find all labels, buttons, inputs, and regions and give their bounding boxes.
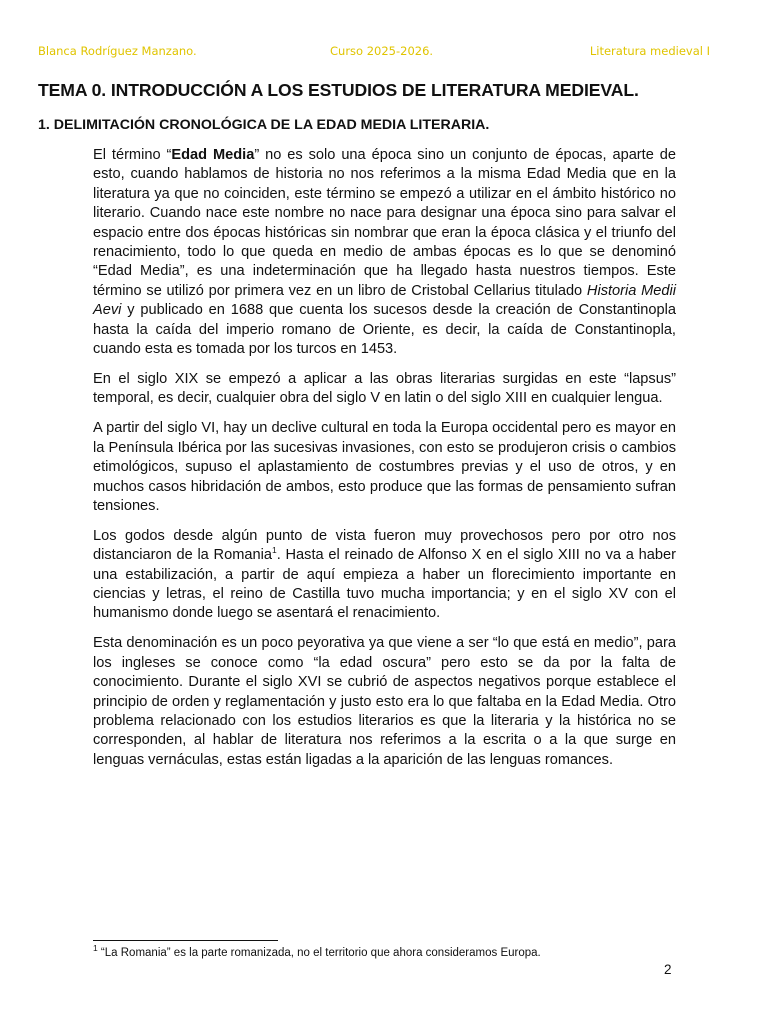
paragraph-4	[93, 527, 676, 624]
p4-text-a: Los godos desde algún punto de vista fueron muy provechosos pero por otro nos distanciaron de la Romania	[93, 527, 676, 564]
document-title: TEMA 0. INTRODUCCIÓN A LOS ESTUDIOS DE LITERATURA MEDIEVAL.	[38, 80, 639, 100]
p1-bold-term: Edad Media	[171, 147, 255, 163]
page-number: 2	[664, 962, 672, 977]
section-heading: 1. DELIMITACIÓN CRONOLÓGICA DE LA EDAD MEDIA LITERARIA.	[38, 117, 490, 133]
footnote-text: “La Romania” es la parte romanizada, no el territorio que ahora consideramos Europa.	[97, 947, 541, 959]
paragraph-1	[93, 146, 676, 359]
p1-text-b: ” no es solo una época sino un conjunto de épocas, aparte de esto, cuando hablamos de historia no nos referimos a la misma Edad Media que en la literatura ya que no coinciden, este término se empezó a utilizar en el ámbito histórico no literario. Cuando nace este nombre no nace para designar una época sino para salvar el espacio entre dos épocas históricas sin nombrar que eran la época clásica y el triunfo del renacimiento, todo lo que queda en medio de ambas épocas es lo que se denominó “Edad Media”, es una indeterminación que ha llegado hasta nuestros tiempos. Este término se utilizó por primera vez en un libro de Cristobal Cellarius titulado	[93, 147, 676, 299]
footnote-separator	[93, 940, 278, 941]
body-text	[93, 146, 676, 781]
footnote-reference: 1	[271, 545, 277, 556]
p1-text-a: El término “	[93, 147, 172, 163]
header-course: Curso 2025-2026.	[330, 44, 434, 58]
header-author: Blanca Rodríguez Manzano.	[38, 44, 197, 58]
paragraph-5: Esta denominación es un poco peyorativa ya que viene a ser “lo que está en medio”, para los ingleses se conoce como “la edad oscura” pero esto se da por la falta de conocimiento. Durante el siglo XVI se cubrió de aspectos negativos porque establece el principio de orden y reglamentación y justo esto era lo que faltaba en la Edad Media. Otro problema relacionado con los estudios literarios es que la literaria y la histórica no se corresponden, al hablar de literatura nos referimos a la escrita o a la que surge en lenguas vernáculas, estas están ligadas a la aparición de las lenguas romances.	[93, 635, 676, 768]
header-subject: Literatura medieval I	[589, 44, 710, 58]
footnote-marker: 1	[93, 943, 98, 954]
p4-text-b: . Hasta el reinado de Alfonso X en el siglo XIII no va a haber una estabilización, a partir de aquí empieza a haber un florecimiento importante en ciencias y letras, el reino de Castilla tuvo mucha importancia; y en el siglo XV con el humanismo donde luego se asentará el renacimiento.	[93, 547, 676, 622]
paragraph-2: En el siglo XIX se empezó a aplicar a las obras literarias surgidas en este “lapsus” temporal, es decir, cualquier obra del siglo V en latin o del siglo XIII en cualquier lengua.	[93, 370, 676, 407]
footnote	[93, 943, 693, 961]
p1-text-c: y publicado en 1688 que cuenta los sucesos desde la creación de Constantinopla hasta la caída del imperio romano de Oriente, es decir, la caída de Constantinopla, cuando esta es tomada por los turcos en 1453.	[93, 302, 676, 358]
page-header	[38, 44, 710, 60]
p1-book-title: Historia Medii Aevi	[93, 282, 676, 319]
paragraph-3: A partir del siglo VI, hay un declive cultural en toda la Europa occidental pero es mayor en la Península Ibérica por las sucesivas invasiones, con esto se produjeron crisis o cambios etimológicos, supuso el aplastamiento de costumbres previas y el uso de otros, y en muchos casos hibridación de ambos, esto produce que las formas de pensamiento sufran tensiones.	[93, 420, 676, 514]
